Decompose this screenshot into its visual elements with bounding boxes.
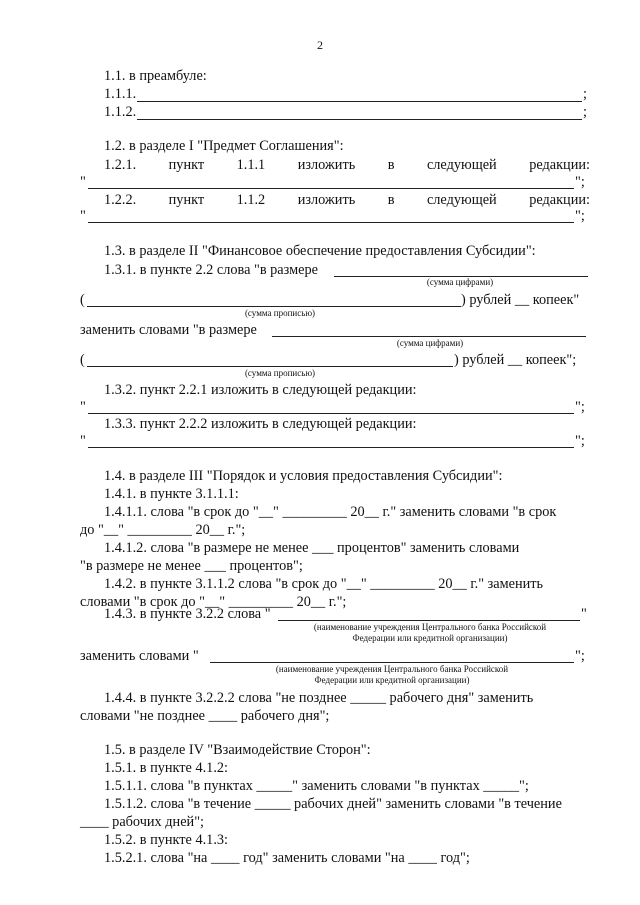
page-number: 2 — [317, 38, 323, 52]
word-izlozhit: изложить — [297, 192, 356, 208]
section-1-heading: 1.2. в разделе I "Предмет Соглашения": — [104, 138, 344, 154]
bank-name-hint-1-line-2: Федерации или кредитной организации) — [352, 633, 508, 643]
amount-words-blank — [87, 306, 461, 307]
section-1-item-1-open-quote: " — [80, 174, 86, 190]
clause-1-4-4-line-1: 1.4.4. в пункте 3.2.2.2 слова "не позднее _____ рабочего дня" заменить — [104, 690, 534, 706]
clause-1-5-1-1: 1.5.1.1. слова "в пунктах _____" заменить словами "в пунктах _____"; — [104, 778, 529, 794]
section-1-item-1-close-quote: "; — [575, 174, 585, 190]
open-paren-2: ( — [80, 352, 85, 368]
clause-1-3-1: 1.3.1. в пункте 2.2 слова "в размере — [104, 262, 318, 278]
amount-digits-hint: (сумма цифрами) — [426, 277, 494, 287]
rubles-kopecks: ) рублей __ копеек" — [461, 292, 580, 308]
word-redaktsii: редакции: — [529, 192, 590, 208]
clause-1-5-1: 1.5.1. в пункте 4.1.2: — [104, 760, 229, 776]
amount-digits-hint-2: (сумма цифрами) — [396, 338, 464, 348]
replace-with-bank-close: "; — [575, 648, 585, 664]
section-1-item-1 — [104, 156, 590, 174]
amount-digits-blank-2 — [272, 336, 586, 337]
word-izlozhit: изложить — [297, 157, 356, 173]
clause-1-3-3-open-quote: " — [80, 433, 86, 449]
clause-1-5-1-2-line-2: ____ рабочих дней"; — [80, 814, 205, 830]
bank-name-hint-2-line-2: Федерации или кредитной организации) — [314, 675, 470, 685]
preamble-item-1-end: ; — [583, 86, 587, 102]
replace-with-bank: заменить словами " — [80, 648, 199, 664]
word-sleduyushchey: следующей — [426, 192, 497, 208]
clause-1-4-2-line-2: словами "в срок до "__" _________ 20__ г."; — [80, 594, 347, 610]
section-4-heading: 1.5. в разделе IV "Взаимодействие Сторон": — [104, 742, 371, 758]
clause-1-5-1-2-line-1: 1.5.1.2. слова "в течение _____ рабочих дней" заменить словами "в течение — [104, 796, 562, 812]
item-number: 1.2.2. — [104, 192, 137, 208]
clause-1-3-3-blank — [88, 447, 574, 448]
clause-1-4-1-1-line-1: 1.4.1.1. слова "в срок до "__" _________ 20__ г." заменить словами "в срок — [104, 504, 557, 520]
preamble-item-1-blank — [137, 101, 582, 102]
clause-1-3-2-blank — [88, 413, 574, 414]
clause-1-5-2: 1.5.2. в пункте 4.1.3: — [104, 832, 229, 848]
section-1-item-2-close-quote: "; — [575, 208, 585, 224]
amount-words-hint-2: (сумма прописью) — [244, 368, 316, 378]
clause-1-4-2-line-1: 1.4.2. в пункте 3.1.1.2 слова "в срок до "__" _________ 20__ г." заменить — [104, 576, 544, 592]
amount-words-blank-2 — [87, 366, 453, 367]
clause-1-4-1-2-line-1: 1.4.1.2. слова "в размере не менее ___ процентов" заменить словами — [104, 540, 520, 556]
clause-1-4-3: 1.4.3. в пункте 3.2.2 слова " — [104, 606, 271, 622]
clause-1-3-2-close-quote: "; — [575, 399, 585, 415]
bank-name-blank-1 — [278, 620, 580, 621]
clause-1-3-2-open-quote: " — [80, 399, 86, 415]
clause-1-4-3-close-quote: " — [581, 606, 587, 622]
clause-ref: 1.1.2 — [236, 192, 266, 208]
word-punkt: пункт — [168, 157, 205, 173]
section-3-heading: 1.4. в разделе III "Порядок и условия предоставления Субсидии": — [104, 468, 503, 484]
clause-1-3-3-close-quote: "; — [575, 433, 585, 449]
preamble-heading: 1.1. в преамбуле: — [104, 68, 207, 84]
section-1-item-2-blank — [88, 222, 574, 223]
preamble-item-2-end: ; — [583, 104, 587, 120]
word-sleduyushchey: следующей — [426, 157, 497, 173]
word-v: в — [387, 192, 395, 208]
rubles-kopecks-2: ) рублей __ копеек"; — [454, 352, 577, 368]
bank-name-blank-2 — [210, 662, 574, 663]
word-punkt: пункт — [168, 192, 205, 208]
clause-1-5-2-1: 1.5.2.1. слова "на ____ год" заменить словами "на ____ год"; — [104, 850, 470, 866]
preamble-item-2-blank — [137, 119, 582, 120]
bank-name-hint-1-line-1: (наименование учреждения Центрального банка Российской — [313, 622, 547, 632]
preamble-item-2-number: 1.1.2. — [104, 104, 137, 120]
preamble-item-1-number: 1.1.1. — [104, 86, 137, 102]
open-paren: ( — [80, 292, 85, 308]
section-1-item-1-blank — [88, 188, 574, 189]
section-1-item-2-open-quote: " — [80, 208, 86, 224]
clause-1-3-3: 1.3.3. пункт 2.2.2 изложить в следующей редакции: — [104, 416, 417, 432]
clause-1-4-1: 1.4.1. в пункте 3.1.1.1: — [104, 486, 239, 502]
bank-name-hint-2-line-1: (наименование учреждения Центрального банка Российской — [275, 664, 509, 674]
clause-1-3-2: 1.3.2. пункт 2.2.1 изложить в следующей редакции: — [104, 382, 417, 398]
section-2-heading: 1.3. в разделе II "Финансовое обеспечение предоставления Субсидии": — [104, 243, 536, 259]
amount-words-hint: (сумма прописью) — [244, 308, 316, 318]
section-1-item-2 — [104, 191, 590, 209]
word-v: в — [387, 157, 395, 173]
clause-ref: 1.1.1 — [236, 157, 266, 173]
clause-1-4-1-1-line-2: до "__" _________ 20__ г."; — [80, 522, 246, 538]
item-number: 1.2.1. — [104, 157, 137, 173]
clause-1-4-4-line-2: словами "не позднее ____ рабочего дня"; — [80, 708, 330, 724]
replace-with-amount: заменить словами "в размере — [80, 322, 257, 338]
word-redaktsii: редакции: — [529, 157, 590, 173]
clause-1-4-1-2-line-2: "в размере не менее ___ процентов"; — [80, 558, 303, 574]
